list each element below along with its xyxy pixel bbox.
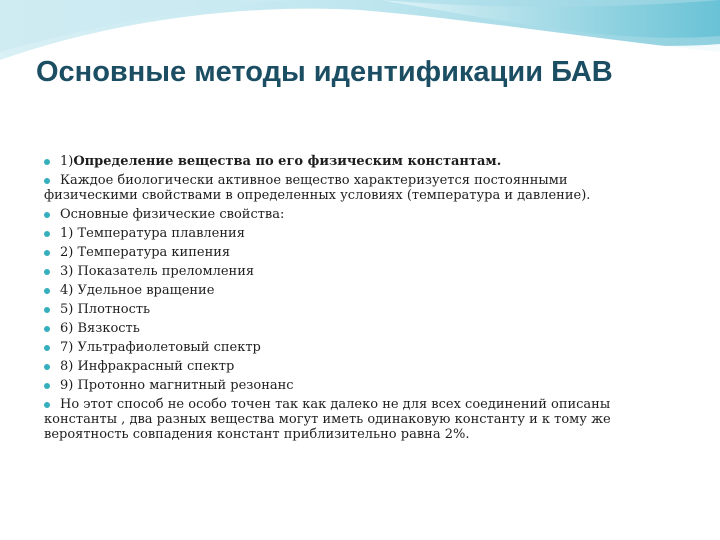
- bullet-dot-icon: [44, 178, 50, 184]
- list-item: 7) Ультрафиолетовый спектр: [44, 340, 659, 355]
- list-item: 8) Инфракрасный спектр: [44, 359, 659, 374]
- bullet-list: [44, 154, 659, 446]
- bullet-dot-icon: [44, 402, 50, 408]
- list-item: 9) Протонно магнитный резонанс: [44, 378, 659, 393]
- bullet-dot-icon: [44, 250, 50, 256]
- list-item: 4) Удельное вращение: [44, 283, 659, 298]
- bullet-dot-icon: [44, 345, 50, 351]
- list-item: 1)Определение вещества по его физическим константам.: [44, 154, 659, 169]
- list-item: 3) Показатель преломления: [44, 264, 659, 279]
- bullet-dot-icon: [44, 364, 50, 370]
- bullet-dot-icon: [44, 231, 50, 237]
- list-item: Основные физические свойства:: [44, 207, 659, 222]
- list-item: Но этот способ не особо точен так как далеко не для всех соединений описаны константы , два разных вещества могут иметь одинаковую константу и к тому же вероятность совпадения констант приблизительно равна 2%.: [44, 397, 611, 442]
- bullet-dot-icon: [44, 307, 50, 313]
- list-item: Каждое биологически активное вещество характеризуется постоянными физическими свойствами в определенных условиях (температура и давление).: [44, 173, 591, 203]
- bullet-dot-icon: [44, 269, 50, 275]
- bullet-dot-icon: [44, 383, 50, 389]
- list-item: 5) Плотность: [44, 302, 659, 317]
- bullet-dot-icon: [44, 212, 50, 218]
- bullet-dot-icon: [44, 326, 50, 332]
- list-item: 1) Температура плавления: [44, 226, 659, 241]
- list-item: 2) Температура кипения: [44, 245, 659, 260]
- bullet-dot-icon: [44, 159, 50, 165]
- slide-title: Основные методы идентификации БАВ: [36, 56, 613, 88]
- list-item: 6) Вязкость: [44, 321, 659, 336]
- bullet-dot-icon: [44, 288, 50, 294]
